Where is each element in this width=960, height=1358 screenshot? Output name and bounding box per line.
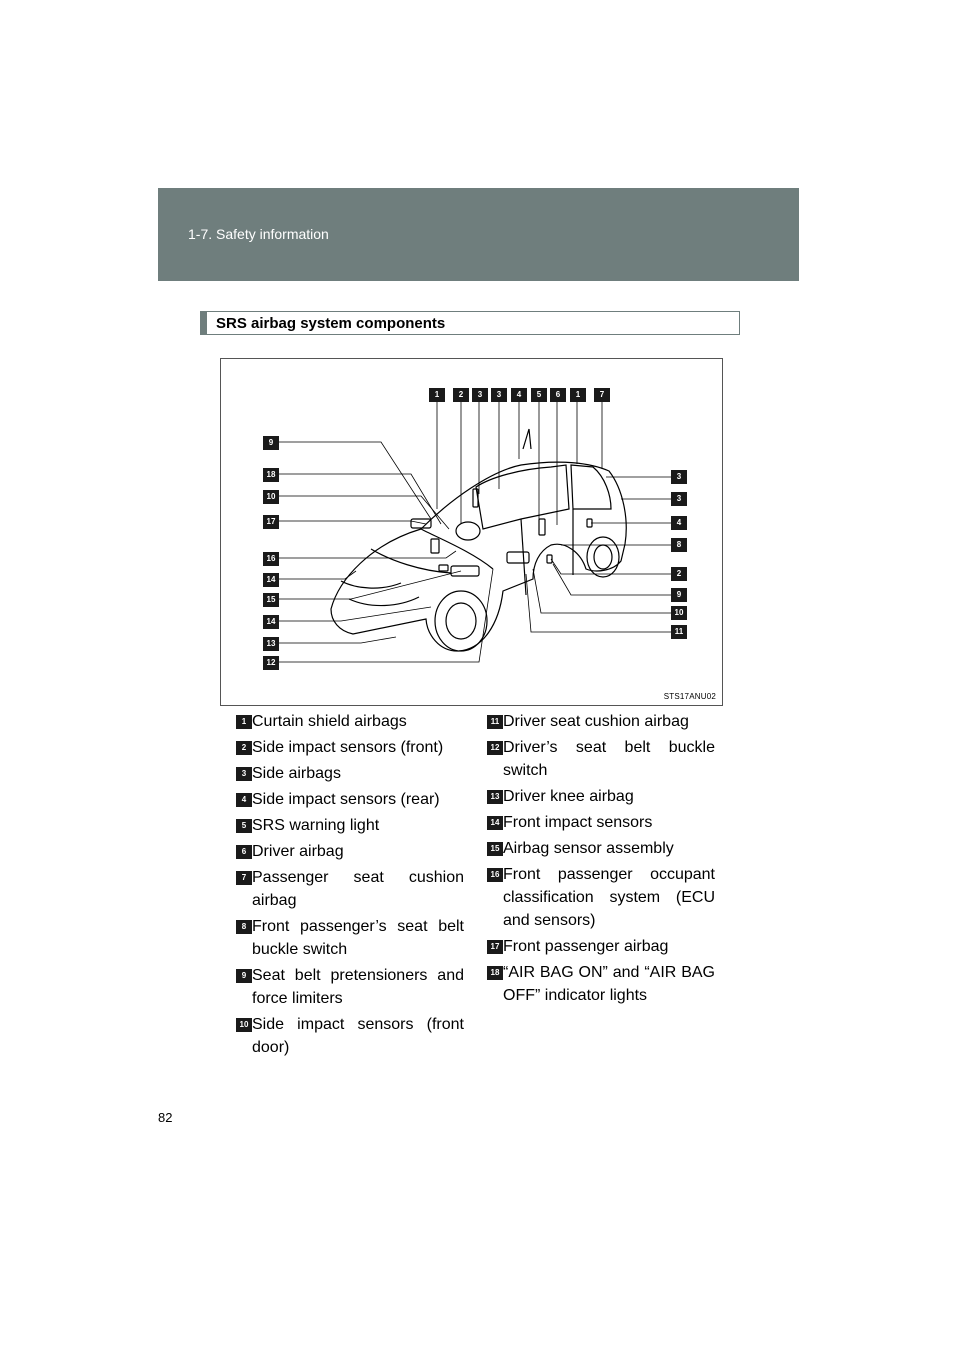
legend-number-badge: 8 [236, 920, 252, 934]
legend-text: Side impact sensors (front door) [252, 1016, 464, 1056]
legend-number-badge: 9 [236, 969, 252, 983]
components-title-bar [200, 311, 740, 335]
legend-number-badge: 1 [236, 715, 252, 729]
diagram-label-right-6: 9 [671, 588, 687, 602]
page-number: 82 [158, 1110, 173, 1125]
legend-number-badge: 3 [236, 767, 252, 781]
diagram-label-left-3: 10 [263, 490, 279, 504]
figure-code: STS17ANU02 [663, 692, 716, 701]
legend-text: Front passenger airbag [503, 938, 669, 955]
diagram-label-right-3: 4 [671, 516, 687, 530]
legend-number-badge: 6 [236, 845, 252, 859]
legend-number-badge: 17 [487, 940, 503, 954]
legend-text: Driver seat cushion airbag [503, 713, 689, 730]
legend-number-badge: 13 [487, 790, 503, 804]
legend-item [236, 788, 464, 811]
section-title: 1-7. Safety information [188, 226, 329, 242]
header-band [158, 188, 799, 281]
legend-number-badge: 12 [487, 741, 503, 755]
legend-item [236, 710, 464, 733]
diagram-label-left-7: 15 [263, 593, 279, 607]
diagram-label-top-2: 2 [453, 388, 469, 402]
diagram-label-top-9: 7 [594, 388, 610, 402]
diagram-label-top-3: 3 [472, 388, 488, 402]
legend-item [236, 915, 464, 961]
legend-item [487, 736, 715, 782]
diagram-label-right-5: 2 [671, 567, 687, 581]
legend-right-column [487, 710, 715, 1010]
legend-text: Front impact sensors [503, 814, 653, 831]
legend-number-badge: 14 [487, 816, 503, 830]
legend-number-badge: 16 [487, 868, 503, 882]
legend-number-badge: 7 [236, 871, 252, 885]
legend-item [487, 863, 715, 932]
legend-number-badge: 2 [236, 741, 252, 755]
legend-item [487, 785, 715, 808]
legend-item [236, 964, 464, 1010]
diagram-label-left-8: 14 [263, 615, 279, 629]
legend-item [487, 710, 715, 733]
legend-text: Side impact sensors (front) [252, 739, 444, 756]
diagram-label-top-1: 1 [429, 388, 445, 402]
legend-item [487, 961, 715, 1007]
diagram-label-top-6: 5 [531, 388, 547, 402]
diagram-label-left-5: 16 [263, 552, 279, 566]
diagram-label-top-5: 4 [511, 388, 527, 402]
legend-text: Airbag sensor assembly [503, 840, 674, 857]
legend-text: Passenger seat cushion airbag [252, 869, 464, 909]
title-accent [201, 312, 207, 334]
car-illustration [221, 359, 724, 707]
legend-item [236, 814, 464, 837]
legend-text: SRS warning light [252, 817, 380, 834]
diagram-label-right-2: 3 [671, 492, 687, 506]
diagram-label-left-2: 18 [263, 468, 279, 482]
diagram-label-right-7: 10 [671, 606, 687, 620]
diagram-label-left-10: 12 [263, 656, 279, 670]
legend-number-badge: 11 [487, 715, 503, 729]
diagram-label-left-9: 13 [263, 637, 279, 651]
diagram-label-right-4: 8 [671, 538, 687, 552]
legend-item [487, 837, 715, 860]
legend-number-badge: 15 [487, 842, 503, 856]
diagram-label-top-7: 6 [550, 388, 566, 402]
legend-number-badge: 4 [236, 793, 252, 807]
legend-text: Curtain shield airbags [252, 713, 407, 730]
legend-text: Driver’s seat belt buckle switch [503, 739, 715, 779]
components-title: SRS airbag system components [216, 315, 446, 332]
legend-item [487, 935, 715, 958]
legend-item [236, 840, 464, 863]
diagram-label-top-8: 1 [570, 388, 586, 402]
legend-text: Side impact sensors (rear) [252, 791, 440, 808]
legend-item [236, 866, 464, 912]
diagram-label-top-4: 3 [491, 388, 507, 402]
diagram-label-left-1: 9 [263, 436, 279, 450]
legend-text: Front passenger occupant classification system (ECU and sensors) [503, 866, 715, 929]
legend-text: Driver airbag [252, 843, 344, 860]
legend-number-badge: 5 [236, 819, 252, 833]
legend-number-badge: 10 [236, 1018, 252, 1032]
diagram-label-left-4: 17 [263, 515, 279, 529]
legend-item [236, 736, 464, 759]
diagram-label-right-8: 11 [671, 625, 687, 639]
legend-text: “AIR BAG ON” and “AIR BAG OFF” indicator lights [503, 964, 715, 1004]
legend-text: Seat belt pretensioners and force limiters [252, 967, 464, 1007]
legend-item [236, 1013, 464, 1059]
diagram-label-right-1: 3 [671, 470, 687, 484]
legend-item [236, 762, 464, 785]
legend-left-column [236, 710, 464, 1062]
legend-text: Driver knee airbag [503, 788, 634, 805]
legend-item [487, 811, 715, 834]
diagram-label-left-6: 14 [263, 573, 279, 587]
legend-number-badge: 18 [487, 966, 503, 980]
legend-text: Front passenger’s seat belt buckle switch [252, 918, 464, 958]
airbag-diagram [220, 358, 723, 706]
legend-text: Side airbags [252, 765, 341, 782]
